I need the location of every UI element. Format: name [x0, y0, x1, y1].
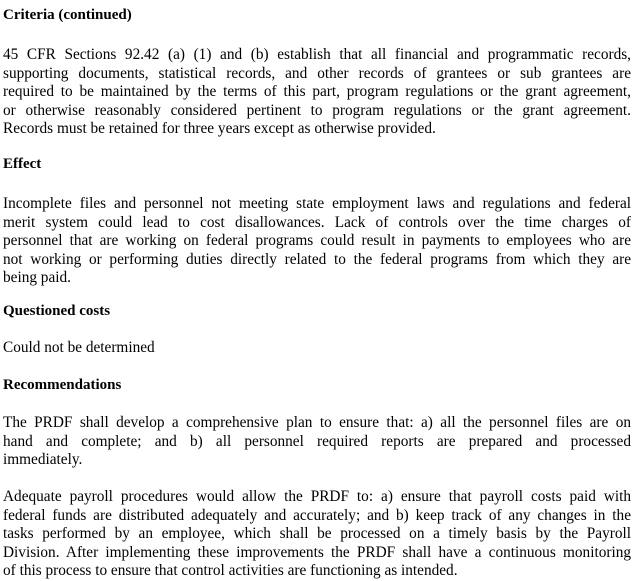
text-line: not working or performing duties directly related to the federal programs from which they are [3, 250, 631, 268]
text-line: personnel that are working on federal programs could result in payments to employees who are [3, 232, 631, 250]
text-line: or otherwise reasonably considered pertinent to program regulations or the grant agreement. [3, 101, 631, 119]
criteria-paragraph [3, 46, 631, 139]
text-line: hand and complete; and b) all personnel required reports are prepared and processed [3, 432, 631, 450]
text-line: Could not be determined [3, 339, 155, 356]
text-line: Division. After implementing these improvements the PRDF shall have a continuous monitoring [3, 543, 631, 561]
text-line: federal funds are distributed adequately and accurately; and b) keep track of any changes in the [3, 506, 631, 524]
recommendations-paragraph-2 [3, 488, 631, 581]
text-line: immediately. [3, 451, 83, 469]
text-line: tasks performed by an employee, which shall be processed on a timely basis by the Payroll [3, 525, 631, 543]
text-line: of this process to ensure that control activities are functioning as intended. [3, 562, 458, 580]
text-line: Incomplete files and personnel not meeting state employment laws and regulations and federal [3, 195, 631, 212]
questioned-costs-heading: Questioned costs [3, 303, 111, 319]
effect-paragraph [3, 195, 631, 288]
text-line: Adequate payroll procedures would allow the PRDF to: a) ensure that payroll costs paid with [3, 488, 631, 505]
questioned-costs-text [3, 339, 631, 358]
text-line: merit system could lead to cost disallowances. Lack of controls over the time charges of [3, 213, 631, 231]
text-line: 45 CFR Sections 92.42 (a) (1) and (b) establish that all financial and programmatic records, [3, 46, 631, 63]
effect-heading: Effect [3, 156, 42, 172]
text-line: The PRDF shall develop a comprehensive plan to ensure that: a) all the personnel files are on [3, 414, 631, 431]
text-line: required to be maintained by the terms of this part, program regulations or the grant agreement, [3, 83, 631, 101]
text-line: Records must be retained for three years except as otherwise provided. [3, 120, 436, 138]
recommendations-heading: Recommendations [3, 377, 122, 393]
text-line: being paid. [3, 269, 71, 287]
recommendations-paragraph-1 [3, 414, 631, 470]
criteria-heading: Criteria (continued) [3, 7, 132, 23]
text-line: supporting documents, statistical records, and other records of grantees or sub grantees are [3, 64, 631, 82]
